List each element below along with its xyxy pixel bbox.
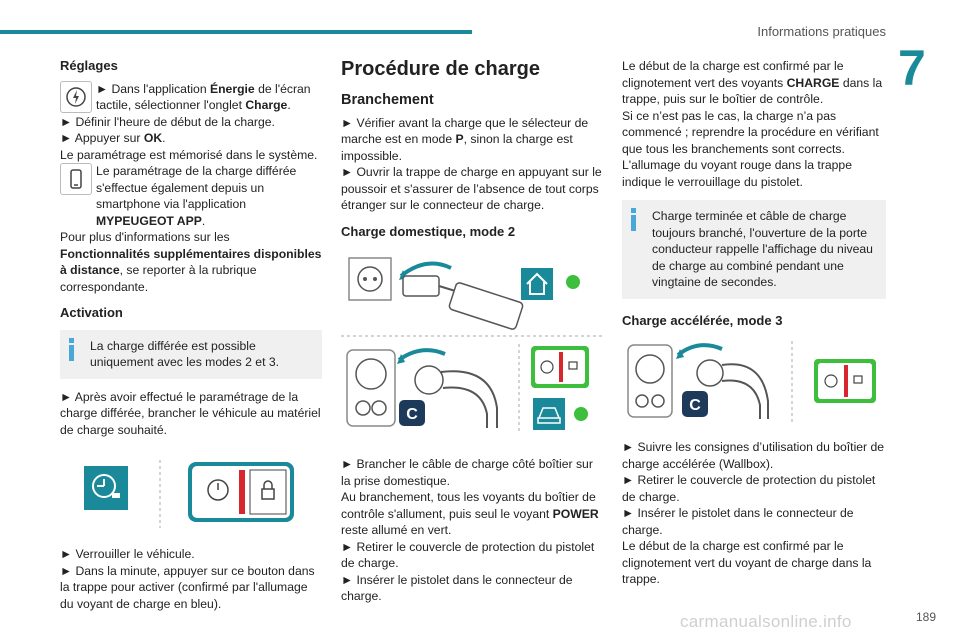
connection-p1: ► Vérifier avant la charge que le sélecteur de marche est en mode P, sinon la charge est impossible. (341, 115, 589, 163)
mode2-p6: ► Insérer le pistolet dans le connecteur de charge. (341, 572, 573, 603)
connection-subtitle: Branchement (341, 92, 434, 108)
domestic-socket-icon (349, 258, 391, 300)
settings-step-5 (60, 163, 322, 229)
settings-p5: Le paramétrage de la charge différée s'effectue également depuis un smartphone via l'application MYPEUGEOT APP. (96, 164, 297, 228)
mode2-p3: ► Brancher le câble de charge côté boîtier sur la prise domestique. (341, 457, 593, 488)
header-bar (0, 30, 472, 34)
charge-complete-note: Charge terminée et câble de charge toujours branché, l'ouverture de la porte conducteur rappelle l'affichage du niveau de charge au combiné pendant une vingtaine de secondes. (622, 200, 886, 299)
deferred-charge-button-icon (84, 466, 128, 510)
smartphone-icon (60, 163, 92, 195)
mode2-p5: ► Retirer le couvercle de protection du pistolet de charge. (341, 539, 595, 570)
power-led-green (566, 275, 580, 289)
mode3-p5: ► Retirer le couvercle de protection du pistolet de charge. (622, 473, 876, 504)
charge-gun-icon (415, 366, 443, 394)
chapter-number: 7 (898, 40, 926, 96)
watermark: carmanualsonline.info (680, 612, 852, 631)
connection-p2: ► Ouvrir la trappe de charge en appuyant sur le poussoir et s'assurer de l’absence de tout corps étranger sur le connecteur de charge. (341, 165, 602, 212)
charge-gun-icon (697, 360, 723, 386)
page-number: 189 (915, 610, 936, 624)
settings-p2: ► Définir l'heure de début de la charge. (60, 114, 275, 129)
settings-p3: ► Appuyer sur OK. (60, 131, 166, 145)
c-badge-label: C (689, 397, 701, 414)
mode3-illustration (622, 339, 886, 427)
settings-p4: Le paramétrage est mémorisé dans le système. (60, 147, 318, 162)
settings-p1: ► Dans l'application Énergie de l'écran tactile, sélectionner l'onglet Charge. (96, 81, 311, 112)
info-icon (68, 338, 76, 362)
settings-step-1 (60, 81, 322, 114)
charge-led-green (574, 407, 588, 421)
control-box-icon (448, 282, 523, 330)
mode2-p4: Au branchement, tous les voyants du boîtier de contrôle s'allument, puis seul le voyant POWER reste allumé en vert. (341, 490, 599, 537)
c-badge-label: C (406, 406, 418, 423)
activation-p2: ► Verrouiller le véhicule. (60, 547, 195, 561)
mode2-title: Charge domestique, mode 2 (341, 223, 516, 239)
charge-p2: Si ce n’est pas le cas, la charge n’a pas commencé ; reprendre la procédure en vérifiant que tous les branchements sont corrects. (622, 108, 879, 156)
column-1 (60, 58, 322, 612)
mode3-p6: ► Insérer le pistolet dans le connecteur de charge. (622, 506, 854, 537)
vehicle-socket-icon (347, 350, 395, 426)
activation-illustration (60, 450, 322, 538)
activation-p1: ► Après avoir effectué le paramétrage de la charge différée, brancher le véhicule au matériel de charge souhaité. (60, 389, 321, 437)
column-2 (341, 58, 603, 605)
charge-p1: Le début de la charge est confirmé par le clignotement vert des voyants CHARGE dans la trappe, puis sur le boîtier de contrôle. (622, 59, 883, 106)
procedure-title: Procédure de charge (341, 58, 540, 80)
mode2-illustration (341, 248, 603, 448)
vehicle-socket-icon (628, 345, 672, 417)
charge-p3: L'allumage du voyant rouge dans la trappe indique le verrouillage du pistolet. (622, 158, 852, 189)
column-3 (622, 58, 886, 588)
car-icon (533, 398, 565, 430)
mode3-p7: Le début de la charge est confirmé par le clignotement vert du voyant de charge dans la trappe. (622, 539, 872, 586)
mode3-p4: ► Suivre les consignes d’utilisation du boîtier de charge accélérée (Wallbox). (622, 440, 885, 471)
settings-p6: Pour plus d'informations sur les Fonctionnalités supplémentaires disponibles à distance, se reporter à la rubrique correspondante. (60, 230, 322, 294)
info-icon (630, 208, 638, 232)
activation-note: La charge différée est possible uniquement avec les modes 2 et 3. (60, 330, 322, 379)
activation-title: Activation (60, 305, 123, 320)
lock-indicator-red (239, 470, 245, 514)
mode3-title: Charge accélérée, mode 3 (622, 312, 783, 328)
header-title: Informations pratiques (757, 24, 886, 39)
activation-p3: ► Dans la minute, appuyer sur ce bouton dans la trappe pour activer (confirmé par l'allumage du voyant de charge en bleu). (60, 563, 315, 611)
settings-title: Réglages (60, 58, 118, 73)
touchscreen-icon (60, 81, 92, 113)
